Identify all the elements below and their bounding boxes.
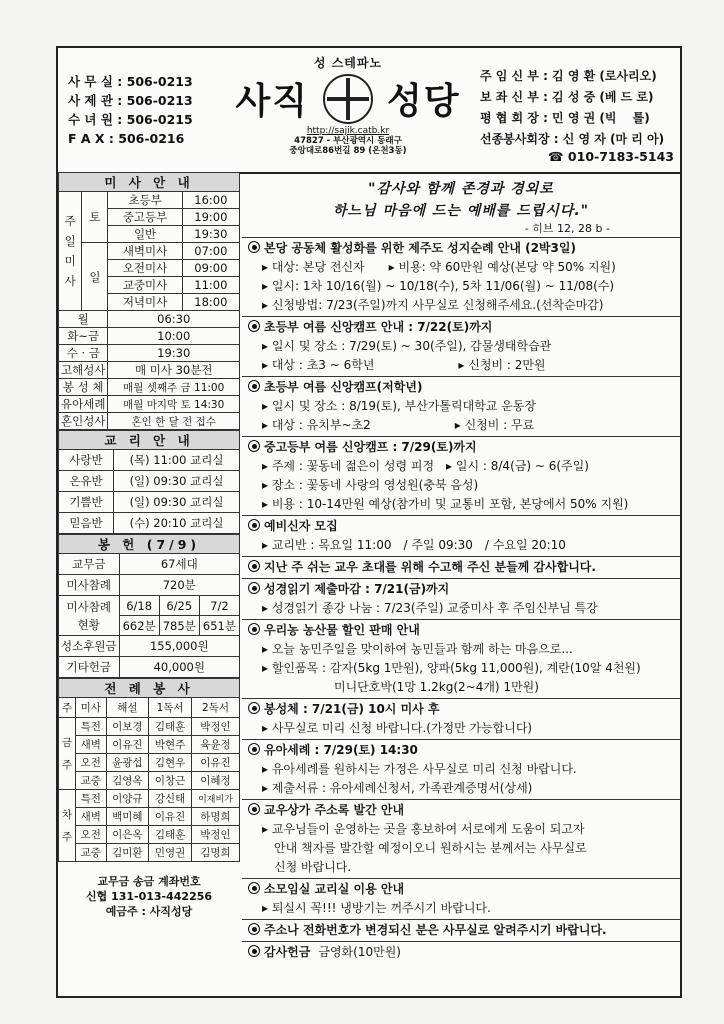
sacrament-info: 매 미사 30분전 — [108, 362, 240, 379]
contact-rectory: 사 제 관 : 506-0213 — [68, 93, 193, 108]
notice-title — [248, 700, 680, 719]
notice-line: ▸ 비용 : 10-14만원 예상(참가비 및 교통비 포함, 본당에서 50% 지원) — [262, 497, 629, 511]
notice-title-text: 교우상가 주소록 발간 안내 — [264, 803, 405, 817]
cross-logo-icon — [323, 74, 373, 124]
contact-convent: 수 녀 원 : 506-0215 — [68, 112, 193, 127]
service-mass: 특전 — [76, 718, 107, 736]
weekday-time: 06:30 — [108, 311, 240, 328]
service-person: 이재비가 — [191, 790, 239, 808]
sacrament-info: 혼인 한 달 전 접수 — [108, 413, 240, 430]
notice-item — [242, 517, 680, 555]
weekday-label: 수 · 금 — [59, 345, 108, 362]
notice-item — [242, 621, 680, 697]
mass-time: 16:00 — [182, 192, 239, 209]
notice-line: ▸ 제출서류 : 유아세례신청서, 가족관계증명서(상세) — [262, 781, 533, 795]
weekday-label: 월 — [59, 311, 108, 328]
notice-item — [242, 921, 680, 940]
contact-fax: F A X : 506-0216 — [68, 131, 185, 146]
this-week-label: 금주 — [59, 718, 76, 790]
notice-line: ▸ 주제 : 꽃동네 젊은이 성령 피정 ▸ 일시 : 8/4(금) ~ 6(주일) — [262, 459, 589, 473]
mass-time: 11:00 — [182, 277, 239, 294]
notice-item — [242, 801, 680, 877]
bullet-circle-icon — [248, 743, 260, 755]
mass-row: 저녁미사 — [108, 294, 182, 311]
class-time: (목) 11:00 교리실 — [114, 450, 240, 471]
bullet-circle-icon — [248, 380, 260, 392]
notice-item — [242, 438, 680, 514]
service-mass: 새벽 — [76, 808, 107, 826]
notice-line: ▸ 교리반 : 목요일 11:00 / 주일 09:30 / 수요일 20:10 — [262, 538, 566, 552]
notice-title — [248, 580, 680, 599]
service-mass: 교중 — [76, 844, 107, 862]
divider — [242, 739, 680, 740]
service-person: 민영권 — [149, 844, 192, 862]
bullet-circle-icon — [248, 440, 260, 452]
church-name — [213, 73, 483, 124]
account-number: 신협 131-013-442256 — [85, 890, 213, 903]
divider — [242, 941, 680, 942]
notice-title — [248, 741, 680, 760]
staff-assistant: 보 좌 신 부 : 김 성 중 (베 드 로) — [480, 90, 654, 104]
attendance-date: 6/25 — [159, 596, 199, 616]
address-line-1: 47827 - 부산광역시 동래구 — [294, 136, 402, 146]
bullet-circle-icon — [248, 241, 260, 253]
bullet-circle-icon — [248, 519, 260, 531]
divider — [242, 376, 680, 377]
bullet-circle-icon — [248, 702, 260, 714]
service-person: 이혜정 — [191, 772, 239, 790]
service-person: 박정인 — [191, 826, 239, 844]
service-mass: 오전 — [76, 826, 107, 844]
divider — [242, 799, 680, 800]
bullet-circle-icon — [248, 803, 260, 815]
staff-list — [480, 66, 664, 150]
notice-title-text: 감사헌금 — [264, 945, 311, 959]
sunday-label: 일 — [82, 243, 108, 311]
offering-label: 기타헌금 — [59, 657, 120, 678]
service-person: 이유진 — [191, 754, 239, 772]
service-person: 김명희 — [191, 844, 239, 862]
contact-office: 사 무 실 : 506-0213 — [68, 74, 193, 89]
left-column — [58, 172, 240, 919]
notice-line: ▸ 대상 : 초3 ~ 6학년 ▸ 신청비 : 2만원 — [262, 358, 546, 372]
notice-title — [248, 517, 680, 536]
next-week-label: 차주 — [59, 790, 76, 862]
divider — [242, 515, 680, 516]
church-name-left: 사직 — [235, 81, 309, 122]
mass-row: 교중미사 — [108, 277, 182, 294]
service-person: 김태훈 — [149, 826, 192, 844]
service-person: 윤광섭 — [106, 754, 149, 772]
doctrine-table — [58, 430, 240, 534]
mass-row: 오전미사 — [108, 260, 182, 277]
divider — [242, 556, 680, 557]
service-mass: 특전 — [76, 790, 107, 808]
mass-row: 초등부 — [108, 192, 182, 209]
notice-item — [242, 943, 680, 962]
service-person: 김현우 — [149, 754, 192, 772]
offering-value: 155,000원 — [119, 636, 239, 657]
staff-pastor: 주 임 신 부 : 김 영 환 (로사리오) — [480, 69, 657, 83]
service-person: 이유진 — [106, 736, 149, 754]
notice-title — [248, 438, 680, 457]
notice-line: 안내 책자를 발간할 예정이오니 원하시는 분께서는 사무실로 — [262, 841, 587, 855]
mass-time: 19:30 — [182, 226, 239, 243]
notice-item — [242, 239, 680, 315]
notice-title — [248, 921, 680, 940]
service-person: 육윤정 — [191, 736, 239, 754]
notice-item — [242, 741, 680, 798]
church-name-right: 성당 — [387, 81, 461, 122]
notice-item — [242, 880, 680, 918]
notice-title-text: 소모임실 교리실 이용 안내 — [264, 882, 405, 896]
mass-time: 19:00 — [182, 209, 239, 226]
weekday-time: 10:00 — [108, 328, 240, 345]
notice-line: ▸ 퇴실시 꼭!!! 냉방기는 꺼주시기 바랍니다. — [262, 901, 491, 915]
divider — [242, 578, 680, 579]
notice-title — [248, 239, 680, 258]
divider — [242, 619, 680, 620]
notice-line: ▸ 오늘 농민주일을 맞이하여 농민들과 함께 하는 마음으로... — [262, 642, 573, 656]
service-person: 이보경 — [106, 718, 149, 736]
quote-line-2: 하느님 마음에 드는 예배를 드립시다." — [333, 203, 589, 219]
attendance-count: 662분 — [119, 616, 159, 636]
saturday-label: 토 — [82, 192, 108, 243]
sacrament-info: 매월 마지막 토 14:30 — [108, 396, 240, 413]
bullet-circle-icon — [248, 923, 260, 935]
mass-title: 미 사 안 내 — [59, 173, 240, 192]
mass-table — [58, 172, 240, 430]
service-header: 1독서 — [149, 698, 192, 718]
notice-list — [242, 239, 680, 962]
offering-label: 미사참례 — [59, 575, 120, 596]
account-holder: 예금주 : 사직성당 — [105, 905, 193, 918]
mass-row: 중고등부 — [108, 209, 182, 226]
service-title: 전 례 봉 사 — [59, 679, 240, 698]
class-time: (일) 09:30 교리실 — [114, 471, 240, 492]
notice-line: ▸ 일시 및 장소 : 7/29(토) ~ 30(주일), 감물생태학습관 — [262, 339, 552, 353]
bullet-circle-icon — [248, 882, 260, 894]
service-person: 김태훈 — [149, 718, 192, 736]
service-person: 이양규 — [106, 790, 149, 808]
service-person: 이유진 — [149, 808, 192, 826]
service-header: 해설 — [106, 698, 149, 718]
notice-item — [242, 318, 680, 375]
service-header: 미사 — [76, 698, 107, 718]
account-title: 교무금 송금 계좌번호 — [97, 875, 201, 888]
notice-title-text: 지난 주 쉬는 교우 초대를 위해 수고해 주신 분들께 감사합니다. — [264, 560, 596, 574]
notice-item — [242, 558, 680, 577]
bulletin-page — [56, 46, 682, 998]
notice-title-text: 중고등부 여름 신앙캠프 : 7/29(토)까지 — [264, 440, 477, 454]
notice-title-text: 성경읽기 제출마감 : 7/21(금)까지 — [264, 582, 450, 596]
notice-extra: 금영화(10만원) — [318, 945, 401, 959]
offering-value: 720분 — [119, 575, 239, 596]
notice-line: ▸ 성경읽기 종강 나눔 : 7/23(주일) 교중미사 후 주임신부님 특강 — [262, 601, 598, 615]
service-person: 강신태 — [149, 790, 192, 808]
notice-title-text: 유아세례 : 7/29(토) 14:30 — [264, 743, 418, 757]
attendance-label: 미사참례 현황 — [59, 596, 120, 636]
sacrament-label: 봉 성 체 — [59, 379, 108, 396]
notice-item — [242, 580, 680, 618]
doctrine-title: 교 리 안 내 — [59, 431, 240, 450]
notice-title — [248, 558, 680, 577]
bullet-circle-icon — [248, 320, 260, 332]
sunday-mass-label: 주일미사 — [59, 192, 82, 311]
mass-row: 일반 — [108, 226, 182, 243]
church-url[interactable]: http://sajik.catb.kr — [306, 126, 390, 136]
notice-title-text: 초등부 여름 신앙캠프 안내 : 7/22(토)까지 — [264, 320, 493, 334]
service-header: 주 — [59, 698, 76, 718]
notice-title — [248, 943, 680, 962]
notice-line: ▸ 대상: 본당 전신자 ▸ 비용: 약 60만원 예상(본당 약 50% 지원) — [262, 260, 616, 274]
notice-item — [242, 700, 680, 738]
class-name: 기쁨반 — [59, 492, 114, 513]
service-person: 이은옥 — [106, 826, 149, 844]
class-name: 사랑반 — [59, 450, 114, 471]
service-person: 김미환 — [106, 844, 149, 862]
phone-number: ☎ 010-7183-5143 — [548, 149, 674, 164]
patron-saint: 성 스테파노 — [313, 56, 383, 70]
divider — [242, 237, 680, 238]
service-person: 백미혜 — [106, 808, 149, 826]
mass-time: 18:00 — [182, 294, 239, 311]
service-mass: 새벽 — [76, 736, 107, 754]
mass-row: 새벽미사 — [108, 243, 182, 260]
donation-account — [58, 862, 240, 919]
notice-title-text: 초등부 여름 신앙캠프(저학년) — [264, 380, 423, 394]
notice-title-text: 예비신자 모집 — [264, 519, 338, 533]
notice-item — [242, 378, 680, 435]
divider — [242, 698, 680, 699]
notice-title — [248, 801, 680, 820]
contact-list — [68, 72, 193, 148]
notice-line: ▸ 일시: 1차 10/16(월) ~ 10/18(수), 5차 11/06(월) ~ 11/08(수) — [262, 279, 615, 293]
sacrament-label: 유아세례 — [59, 396, 108, 413]
offering-label: 성소후원금 — [59, 636, 120, 657]
notice-title — [248, 378, 680, 397]
address-line-2: 중앙대로86번길 89 (온천3동) — [289, 146, 407, 156]
notice-title-text: 우리농 농산물 할인 판매 안내 — [264, 623, 420, 637]
notices-column — [242, 172, 680, 962]
divider — [242, 316, 680, 317]
notice-line: ▸ 유아세례를 원하시는 가정은 사무실로 미리 신청 바랍니다. — [262, 762, 577, 776]
scripture-quote — [242, 178, 680, 222]
weekday-label: 화~금 — [59, 328, 108, 345]
notice-title — [248, 318, 680, 337]
notice-line: ▸ 일시 및 장소 : 8/19(토), 부산가톨릭대학교 운동장 — [262, 399, 536, 413]
notice-title — [248, 880, 680, 899]
offering-value: 40,000원 — [119, 657, 239, 678]
service-person: 하명희 — [191, 808, 239, 826]
class-name: 믿음반 — [59, 513, 114, 534]
bullet-circle-icon — [248, 560, 260, 572]
sacrament-info: 매월 셋째주 금 11:00 — [108, 379, 240, 396]
service-person: 박정인 — [191, 718, 239, 736]
sacrament-label: 혼인성사 — [59, 413, 108, 430]
quote-line-1: "감사와 함께 존경과 경외로 — [368, 181, 554, 197]
attendance-count: 651분 — [199, 616, 239, 636]
service-person: 이창근 — [149, 772, 192, 790]
notice-line: 미니단호박(1망 1.2kg(2~4개) 1만원) — [262, 680, 539, 694]
notice-line: ▸ 장소 : 꽃동네 사랑의 영성원(충북 음성) — [262, 478, 479, 492]
service-mass: 오전 — [76, 754, 107, 772]
staff-funeral: 선종봉사회장 : 신 영 자 (마 리 아) — [480, 132, 665, 146]
divider — [242, 436, 680, 437]
offering-label: 교무금 — [59, 554, 120, 575]
bullet-circle-icon — [248, 582, 260, 594]
offering-value: 67세대 — [119, 554, 239, 575]
service-header: 2독서 — [191, 698, 239, 718]
attendance-count: 785분 — [159, 616, 199, 636]
divider — [242, 878, 680, 879]
service-person: 김영옥 — [106, 772, 149, 790]
bullet-circle-icon — [248, 945, 260, 957]
service-mass: 교중 — [76, 772, 107, 790]
notice-title — [248, 621, 680, 640]
notice-title-text: 봉성체 : 7/21(금) 10시 미사 후 — [264, 702, 440, 716]
attendance-date: 6/18 — [119, 596, 159, 616]
sacrament-label: 고해성사 — [59, 362, 108, 379]
staff-council: 평 협 회 장 : 민 영 권 (빅 톨) — [480, 111, 650, 125]
liturgy-service-table — [58, 678, 240, 862]
offering-title: 봉 헌 (7/9) — [59, 535, 240, 554]
notice-line: ▸ 대상 : 유치부~초2 ▸ 신청비 : 무료 — [262, 418, 535, 432]
attendance-date: 7/2 — [199, 596, 239, 616]
church-title — [213, 54, 483, 156]
notice-line: ▸ 할인품목 : 감자(5kg 1만원), 양파(5kg 11,000원), 계란(10알 4천원) — [262, 661, 641, 675]
class-time: (수) 20:10 교리실 — [114, 513, 240, 534]
bullet-circle-icon — [248, 623, 260, 635]
mass-time: 07:00 — [182, 243, 239, 260]
notice-title-text: 본당 공동체 활성화를 위한 제주도 성지순례 안내 (2박3일) — [264, 241, 576, 255]
mass-time: 09:00 — [182, 260, 239, 277]
quote-reference: - 히브 12, 28 b - — [524, 222, 610, 235]
notice-line: ▸ 사무실로 미리 신청 바랍니다.(가정만 가능합니다) — [262, 721, 533, 735]
offering-table — [58, 534, 240, 678]
weekday-time: 19:30 — [108, 345, 240, 362]
bulletin-header — [58, 48, 680, 174]
notice-line: 신청 바랍니다. — [262, 860, 352, 874]
notice-title-text: 주소나 전화번호가 변경되신 분은 사무실로 알려주시기 바랍니다. — [264, 923, 607, 937]
divider — [242, 919, 680, 920]
class-time: (일) 09:30 교리실 — [114, 492, 240, 513]
class-name: 온유반 — [59, 471, 114, 492]
notice-line: ▸ 신청방법: 7/23(주일)까지 사무실로 신청해주세요.(선착순마감) — [262, 298, 604, 312]
notice-line: ▸ 교우님들이 운영하는 곳을 홍보하여 서로에게 도움이 되고자 — [262, 822, 585, 836]
service-person: 박현주 — [149, 736, 192, 754]
